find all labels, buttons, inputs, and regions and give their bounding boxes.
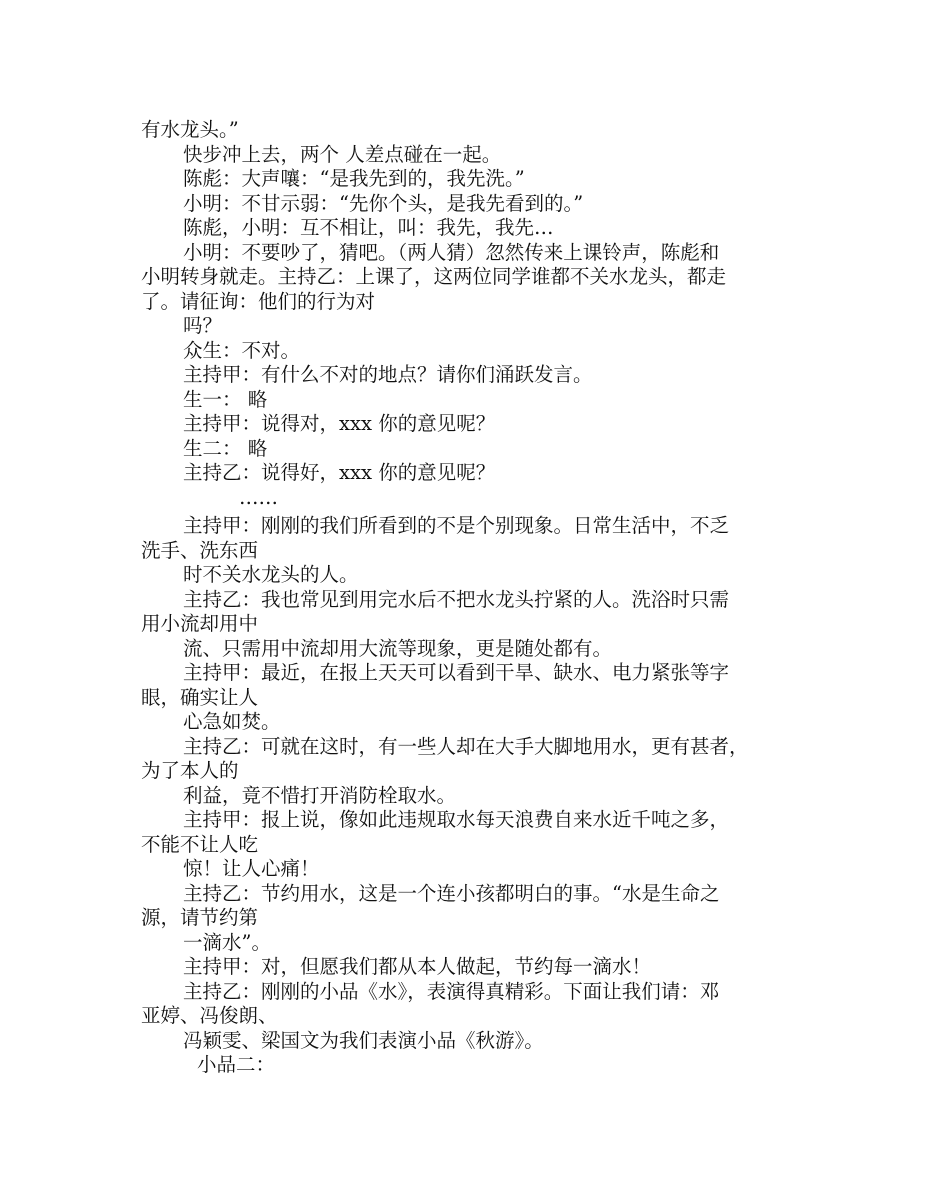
- text-line: 亚婷、冯俊朗、: [141, 1004, 278, 1027]
- text-line: 生二： 略: [183, 436, 268, 460]
- text-line: 主持乙：可就在这时，有一些人却在大手大脚地用水，更有甚者，: [183, 734, 749, 758]
- text-line: 利益，竟不惜打开消防栓取水。: [183, 783, 457, 807]
- text-line: 惊！让人心痛！: [183, 857, 320, 880]
- text-line: 主持乙：我也常见到用完水后不把水龙头拧紧的人。洗浴时只需: [183, 587, 730, 611]
- text-line: 流、只需用中流却用大流等现象，更是随处都有。: [183, 636, 613, 660]
- text-line: 小明：不甘示弱：“先你个头，是我先看到的。”: [183, 191, 584, 215]
- text-line: 一滴水”。: [183, 930, 271, 954]
- text-line: 冯颖雯、梁国文为我们表演小品《秋游》。: [183, 1028, 544, 1052]
- text-line: 主持甲：刚刚的我们所看到的不是个别现象。日常生活中，不乏: [183, 514, 730, 537]
- text-line: 心急如焚。: [183, 710, 281, 733]
- text-line: 主持乙：节约用水，这是一个连小孩都明白的事。“水是生命之: [183, 881, 720, 905]
- text-line: 吗？: [183, 314, 223, 337]
- text-line: 主持甲：最近，在报上天天可以看到干旱、缺水、电力紧张等字: [183, 661, 730, 684]
- text-line: 主持乙：说得好，xxx 你的意见呢？: [183, 461, 496, 484]
- text-line: 有水龙头。”: [141, 118, 239, 141]
- text-line: 陈彪：大声嚷：“是我先到的，我先洗。”: [183, 167, 525, 190]
- text-line: 众生：不对。: [183, 338, 301, 362]
- section-heading: 小品二：: [197, 1053, 276, 1076]
- text-line: 主持甲：对，但愿我们都从本人做起，节约每一滴水！: [183, 955, 652, 978]
- text-line: 主持甲：说得对，xxx 你的意见呢？: [183, 412, 496, 435]
- text-line: 眼，确实让人: [141, 685, 259, 709]
- text-line: 主持乙：刚刚的小品《水》，表演得真精彩。下面让我们请：邓: [183, 979, 720, 1003]
- text-line: 快步冲上去，两个 人差点碰在一起。: [183, 142, 502, 166]
- text-line: 用小流却用中: [141, 612, 259, 635]
- text-line: 源，请节约第: [141, 906, 259, 929]
- text-line: 小明转身就走。主持乙：上课了，这两位同学谁都不关水龙头，都走: [141, 265, 727, 288]
- document-body: [141, 118, 811, 1078]
- text-line: 主持甲：报上说，像如此违规取水每天浪费自来水近千吨之多，: [183, 808, 730, 831]
- text-line: 为了本人的: [141, 759, 239, 782]
- text-line: 时不关水龙头的人。: [183, 563, 359, 586]
- text-line: 陈彪，小明：互不相让，叫：我先，我先…: [183, 216, 554, 239]
- text-line: 不能不让人吃: [141, 832, 259, 856]
- text-line: 了。请征询：他们的行为对: [141, 289, 376, 313]
- text-line: 生一： 略: [183, 387, 268, 411]
- ellipsis-line: ……: [239, 485, 278, 509]
- text-line: 洗手、洗东西: [141, 538, 259, 562]
- text-line: 小明：不要吵了，猜吧。（两人猜）忽然传来上课铃声，陈彪和: [183, 240, 720, 264]
- text-line: 主持甲：有什么不对的地点？请你们涌跃发言。: [183, 363, 593, 386]
